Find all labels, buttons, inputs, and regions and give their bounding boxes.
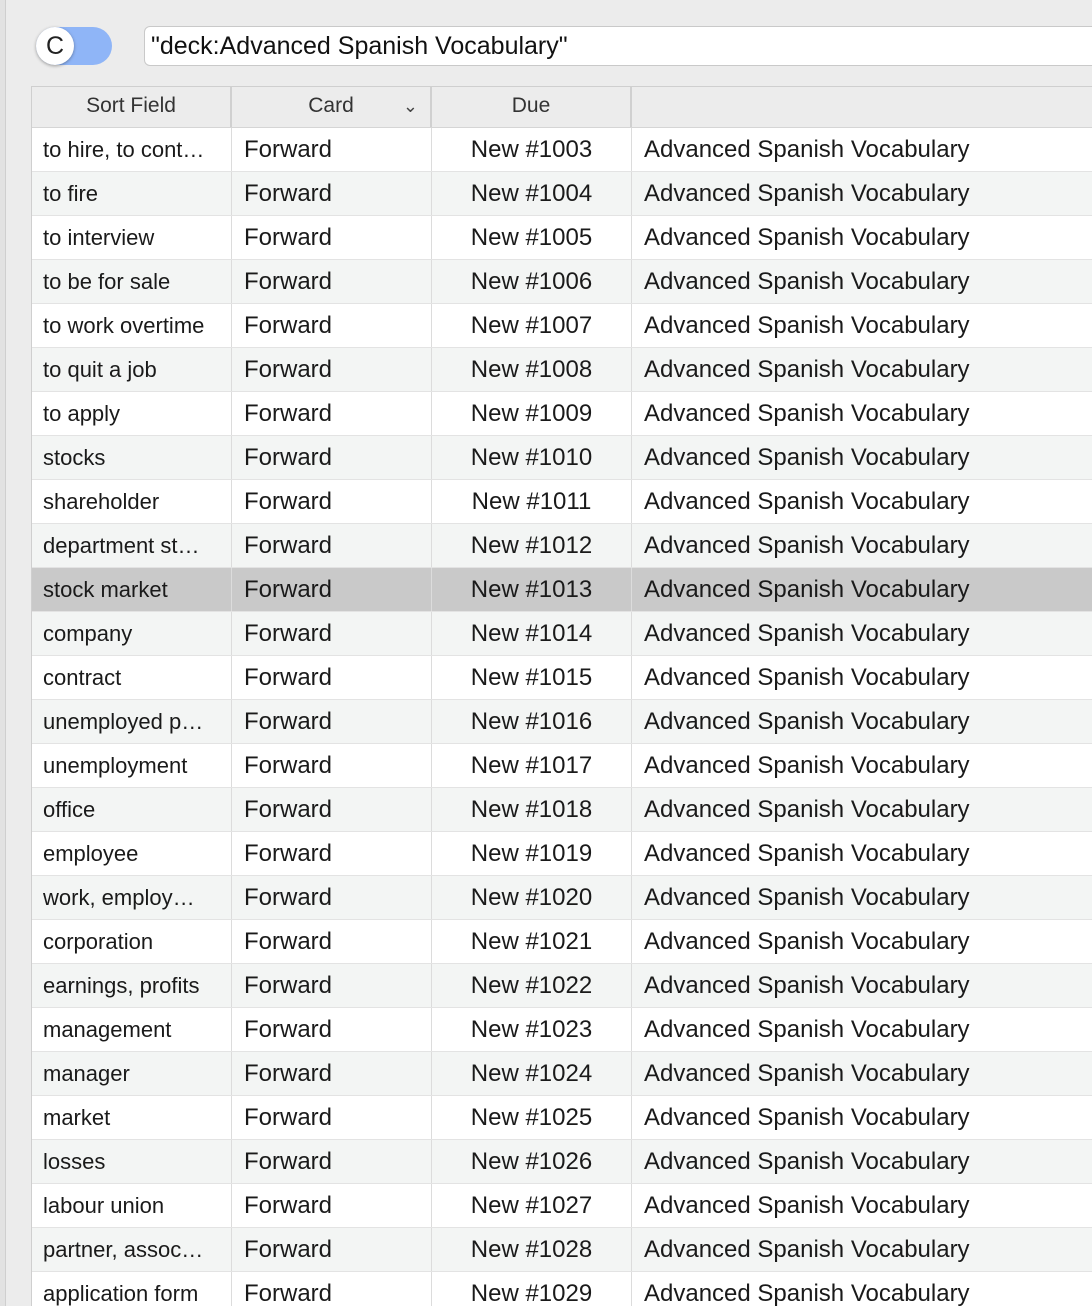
table-row[interactable]: [32, 568, 1092, 612]
table-row[interactable]: [32, 612, 1092, 656]
cell-sort-field: to be for sale: [32, 260, 232, 303]
cell-card: Forward: [232, 832, 432, 875]
column-header-label: Due: [511, 94, 551, 117]
cell-due: New #1023: [432, 1008, 632, 1051]
cell-sort-field: application form: [32, 1272, 232, 1306]
cell-due: New #1026: [432, 1140, 632, 1183]
cell-due: New #1025: [432, 1096, 632, 1139]
cell-card: Forward: [232, 876, 432, 919]
cell-deck: Advanced Spanish Vocabulary: [644, 1016, 970, 1043]
cell-card: Forward: [232, 172, 432, 215]
cell-deck: Advanced Spanish Vocabulary: [644, 312, 970, 339]
cell-deck: Advanced Spanish Vocabulary: [644, 444, 970, 471]
cell-card: Forward: [232, 1096, 432, 1139]
table-row[interactable]: [32, 920, 1092, 964]
cell-sort-field: stock market: [32, 568, 232, 611]
table-row[interactable]: [32, 216, 1092, 260]
cell-card: Forward: [232, 304, 432, 347]
cell-deck: Advanced Spanish Vocabulary: [644, 1280, 970, 1306]
table-row[interactable]: [32, 1052, 1092, 1096]
cell-deck: Advanced Spanish Vocabulary: [644, 1192, 970, 1219]
table-row[interactable]: [32, 964, 1092, 1008]
cell-sort-field: to fire: [32, 172, 232, 215]
table-row[interactable]: [32, 436, 1092, 480]
cell-sort-field: management: [32, 1008, 232, 1051]
cell-due: New #1024: [432, 1052, 632, 1095]
cell-sort-field: to quit a job: [32, 348, 232, 391]
cell-due: New #1004: [432, 172, 632, 215]
table-row[interactable]: [32, 832, 1092, 876]
table-row[interactable]: [32, 1184, 1092, 1228]
chevron-down-icon[interactable]: ⌄: [402, 96, 418, 116]
cell-deck: Advanced Spanish Vocabulary: [644, 752, 970, 779]
cell-deck: Advanced Spanish Vocabulary: [644, 268, 970, 295]
table-header: [32, 87, 1092, 128]
cell-sort-field: shareholder: [32, 480, 232, 523]
cell-card: Forward: [232, 392, 432, 435]
cell-due: New #1021: [432, 920, 632, 963]
cell-due: New #1012: [432, 524, 632, 567]
cell-card: Forward: [232, 1008, 432, 1051]
cell-card: Forward: [232, 964, 432, 1007]
cell-deck: Advanced Spanish Vocabulary: [644, 532, 970, 559]
cell-sort-field: earnings, profits: [32, 964, 232, 1007]
cell-sort-field: market: [32, 1096, 232, 1139]
cell-due: New #1017: [432, 744, 632, 787]
cell-due: New #1027: [432, 1184, 632, 1227]
cell-deck: Advanced Spanish Vocabulary: [644, 356, 970, 383]
cell-deck: Advanced Spanish Vocabulary: [644, 664, 970, 691]
cell-deck: Advanced Spanish Vocabulary: [644, 972, 970, 999]
table-row[interactable]: [32, 172, 1092, 216]
cards-table: [31, 86, 1092, 1306]
cell-deck: Advanced Spanish Vocabulary: [644, 840, 970, 867]
cell-sort-field: office: [32, 788, 232, 831]
column-header-sort-field[interactable]: [32, 87, 232, 127]
cell-card: Forward: [232, 656, 432, 699]
table-row[interactable]: [32, 524, 1092, 568]
table-row[interactable]: [32, 392, 1092, 436]
cell-due: New #1010: [432, 436, 632, 479]
cell-due: New #1014: [432, 612, 632, 655]
cell-deck: Advanced Spanish Vocabulary: [644, 1060, 970, 1087]
table-row[interactable]: [32, 656, 1092, 700]
cell-sort-field: labour union: [32, 1184, 232, 1227]
cards-notes-toggle[interactable]: [36, 27, 112, 65]
toggle-label: C: [45, 31, 65, 60]
cell-sort-field: employee: [32, 832, 232, 875]
cell-card: Forward: [232, 260, 432, 303]
cell-deck: Advanced Spanish Vocabulary: [644, 136, 970, 163]
cell-card: Forward: [232, 216, 432, 259]
cell-card: Forward: [232, 1052, 432, 1095]
cell-deck: Advanced Spanish Vocabulary: [644, 488, 970, 515]
table-row[interactable]: [32, 744, 1092, 788]
cell-card: Forward: [232, 788, 432, 831]
table-row[interactable]: [32, 1140, 1092, 1184]
table-row[interactable]: [32, 304, 1092, 348]
cell-due: New #1005: [432, 216, 632, 259]
cell-due: New #1015: [432, 656, 632, 699]
cell-due: New #1018: [432, 788, 632, 831]
table-row[interactable]: [32, 348, 1092, 392]
cell-due: New #1009: [432, 392, 632, 435]
cell-card: Forward: [232, 436, 432, 479]
cell-deck: Advanced Spanish Vocabulary: [644, 928, 970, 955]
cell-sort-field: work, employ…: [32, 876, 232, 919]
toolbar: [6, 0, 1092, 85]
table-row[interactable]: [32, 1228, 1092, 1272]
cell-deck: Advanced Spanish Vocabulary: [644, 1104, 970, 1131]
cell-due: New #1029: [432, 1272, 632, 1306]
cell-card: Forward: [232, 1228, 432, 1271]
cell-sort-field: corporation: [32, 920, 232, 963]
cell-deck: Advanced Spanish Vocabulary: [644, 1236, 970, 1263]
table-row[interactable]: [32, 128, 1092, 172]
cell-sort-field: to interview: [32, 216, 232, 259]
cell-sort-field: stocks: [32, 436, 232, 479]
cell-card: Forward: [232, 744, 432, 787]
cell-sort-field: department st…: [32, 524, 232, 567]
cell-due: New #1007: [432, 304, 632, 347]
cell-deck: Advanced Spanish Vocabulary: [644, 620, 970, 647]
toggle-knob: [36, 27, 74, 65]
cell-card: Forward: [232, 612, 432, 655]
table-row[interactable]: [32, 1096, 1092, 1140]
cell-deck: Advanced Spanish Vocabulary: [644, 884, 970, 911]
table-row[interactable]: [32, 480, 1092, 524]
column-header-deck[interactable]: [632, 87, 1092, 127]
cell-card: Forward: [232, 700, 432, 743]
cell-card: Forward: [232, 348, 432, 391]
cell-deck: Advanced Spanish Vocabulary: [644, 400, 970, 427]
cell-due: New #1008: [432, 348, 632, 391]
cell-sort-field: to hire, to cont…: [32, 128, 232, 171]
cell-sort-field: unemployment: [32, 744, 232, 787]
table-row[interactable]: [32, 788, 1092, 832]
cell-deck: Advanced Spanish Vocabulary: [644, 708, 970, 735]
search-input[interactable]: [144, 26, 1092, 66]
cell-deck: Advanced Spanish Vocabulary: [644, 1148, 970, 1175]
cell-deck: Advanced Spanish Vocabulary: [644, 180, 970, 207]
cell-sort-field: company: [32, 612, 232, 655]
column-header-card[interactable]: [232, 87, 432, 127]
column-header-label: Card: [308, 94, 354, 117]
cell-sort-field: unemployed p…: [32, 700, 232, 743]
cell-card: Forward: [232, 524, 432, 567]
table-row[interactable]: [32, 1272, 1092, 1306]
cell-sort-field: contract: [32, 656, 232, 699]
cell-due: New #1011: [432, 480, 632, 523]
table-row[interactable]: [32, 260, 1092, 304]
cell-due: New #1003: [432, 128, 632, 171]
column-header-label: Sort Field: [86, 94, 176, 117]
cell-due: New #1020: [432, 876, 632, 919]
cell-due: New #1028: [432, 1228, 632, 1271]
cell-sort-field: losses: [32, 1140, 232, 1183]
cell-card: Forward: [232, 480, 432, 523]
cell-sort-field: manager: [32, 1052, 232, 1095]
sidebar-edge[interactable]: [0, 0, 6, 1306]
cell-due: New #1016: [432, 700, 632, 743]
table-row[interactable]: [32, 876, 1092, 920]
cell-due: New #1022: [432, 964, 632, 1007]
cell-due: New #1013: [432, 568, 632, 611]
column-header-due[interactable]: [432, 87, 632, 127]
cell-due: New #1019: [432, 832, 632, 875]
cell-due: New #1006: [432, 260, 632, 303]
cell-card: Forward: [232, 1184, 432, 1227]
cell-card: Forward: [232, 128, 432, 171]
cell-sort-field: to apply: [32, 392, 232, 435]
cell-card: Forward: [232, 1272, 432, 1306]
cell-deck: Advanced Spanish Vocabulary: [644, 796, 970, 823]
cell-card: Forward: [232, 1140, 432, 1183]
cell-card: Forward: [232, 920, 432, 963]
cell-card: Forward: [232, 568, 432, 611]
cell-deck: Advanced Spanish Vocabulary: [644, 576, 970, 603]
cell-sort-field: to work overtime: [32, 304, 232, 347]
cell-sort-field: partner, assoc…: [32, 1228, 232, 1271]
table-body: [32, 128, 1092, 1306]
table-row[interactable]: [32, 700, 1092, 744]
table-row[interactable]: [32, 1008, 1092, 1052]
cell-deck: Advanced Spanish Vocabulary: [644, 224, 970, 251]
